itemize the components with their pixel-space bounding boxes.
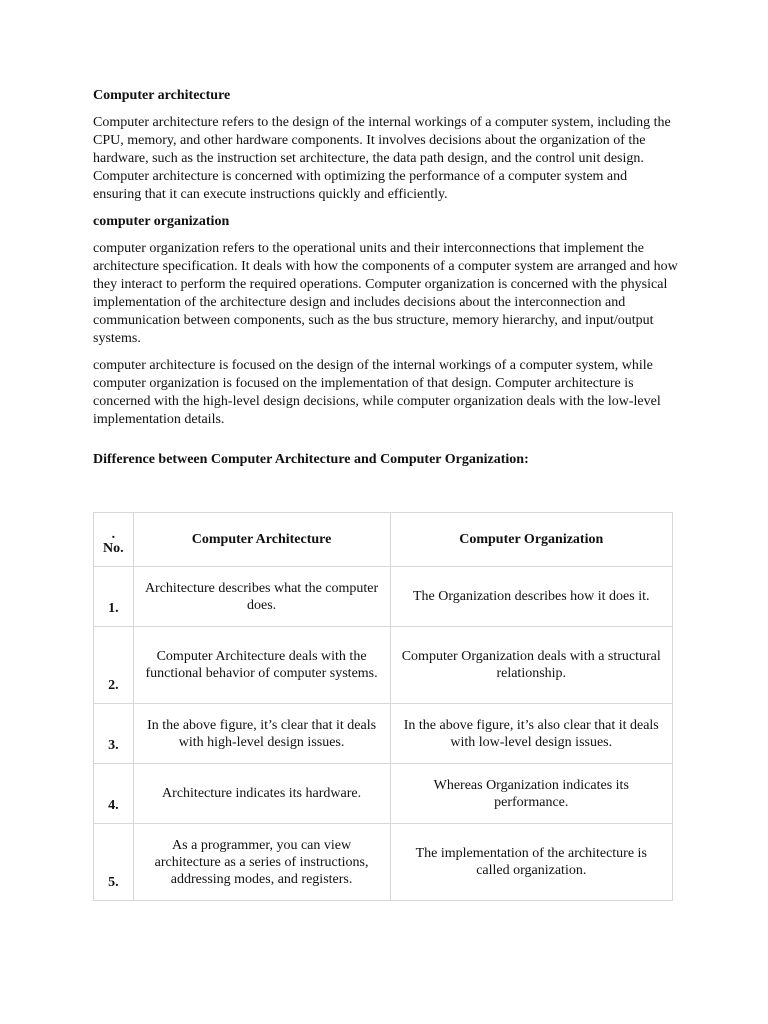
document-body [93, 87, 678, 469]
organization-cell: Computer Organization deals with a structural relationship. [390, 627, 672, 704]
organization-cell: The implementation of the architecture is called organization. [390, 824, 672, 901]
table-row [94, 704, 673, 764]
table-row [94, 567, 673, 627]
table-header-row [94, 513, 673, 567]
architecture-cell: As a programmer, you can view architecture as a series of instructions, addressing modes, and registers. [133, 824, 390, 901]
paragraph-organization: computer organization refers to the operational units and their interconnections that implement the architecture specification. It deals with how the components of a computer system are arranged and how they interact to perform the required operations. Computer organization is concerned with the physical implementation of the architecture design and includes decisions about the interconnection and communication between components, such as the bus structure, memory hierarchy, and input/output systems. [93, 241, 678, 346]
table-title: Difference between Computer Architecture and Computer Organization: [93, 452, 529, 467]
architecture-cell: In the above figure, it’s clear that it deals with high-level design issues. [133, 704, 390, 764]
row-number: 2. [94, 627, 134, 704]
organization-cell: Whereas Organization indicates its performance. [390, 764, 672, 824]
architecture-cell: Computer Architecture deals with the functional behavior of computer systems. [133, 627, 390, 704]
paragraph-summary: computer architecture is focused on the design of the internal workings of a computer system, while computer organization is focused on the implementation of that design. Computer architecture is concerned with the high-level design decisions, while computer organization deals with the low-level implementation details. [93, 358, 661, 427]
header-architecture: Computer Architecture [133, 513, 390, 567]
section-heading-organization: computer organization [93, 214, 230, 229]
section-heading-architecture: Computer architecture [93, 88, 231, 103]
organization-cell: The Organization describes how it does it. [390, 567, 672, 627]
table-row [94, 764, 673, 824]
architecture-cell: Architecture indicates its hardware. [133, 764, 390, 824]
row-number: 3. [94, 704, 134, 764]
header-organization: Computer Organization [390, 513, 672, 567]
architecture-cell: Architecture describes what the computer does. [133, 567, 390, 627]
table-row [94, 824, 673, 901]
row-number: 1. [94, 567, 134, 627]
table-row [94, 627, 673, 704]
organization-cell: In the above figure, it’s also clear that it deals with low-level design issues. [390, 704, 672, 764]
header-no [94, 513, 134, 567]
header-no-label: No. [103, 541, 124, 556]
comparison-table [93, 512, 673, 901]
header-no-dot: . [111, 527, 116, 542]
row-number: 4. [94, 764, 134, 824]
row-number: 5. [94, 824, 134, 901]
paragraph-architecture: Computer architecture refers to the design of the internal workings of a computer system, including the CPU, memory, and other hardware components. It involves decisions about the organization of the hardware, such as the instruction set architecture, the data path design, and the control unit design. Computer architecture is concerned with optimizing the performance of a computer system and ensuring that it can execute instructions quickly and efficiently. [93, 115, 671, 202]
